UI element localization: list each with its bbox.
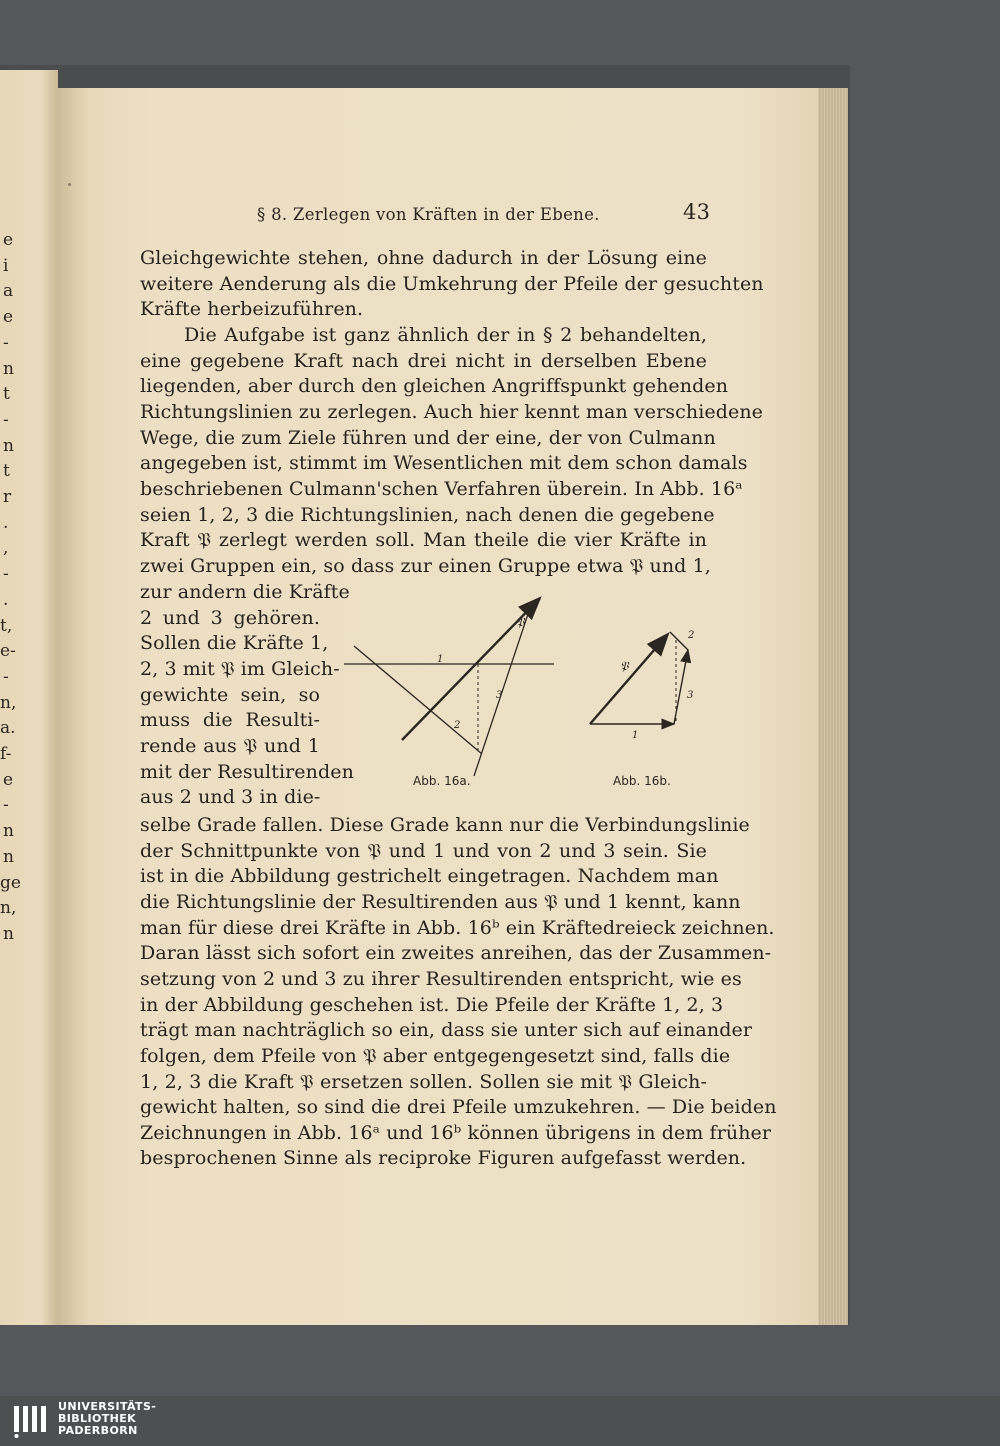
text-line: Zeichnungen in Abb. 16ᵃ und 16ᵇ können übrigens in dem früher xyxy=(140,1121,772,1144)
prev-page-char: n xyxy=(3,846,14,867)
prev-page-char: e- xyxy=(0,641,16,662)
text-line: Kraft 𝔓 zerlegt werden soll. Man theile die vier Kräfte in xyxy=(140,529,707,552)
prev-page-char: a xyxy=(3,281,14,302)
caption-16a: Abb. 16a. xyxy=(413,774,471,788)
prev-page-char: n xyxy=(3,923,14,944)
label-16a-3: 3 xyxy=(496,690,503,701)
caption-16b: Abb. 16b. xyxy=(613,774,671,788)
prev-page-char: n xyxy=(3,358,14,379)
prev-page-char: n xyxy=(3,821,14,842)
text-line: Gleichgewichte stehen, ohne dadurch in der Lösung eine xyxy=(140,247,707,269)
text-line: Richtungslinien zu zerlegen. Auch hier kennt man verschiedene xyxy=(140,400,764,423)
library-name-line: UNIVERSITÄTS- xyxy=(58,1400,157,1413)
text-line: Die Aufgabe ist ganz ähnlich der in § 2 behandelten, xyxy=(184,323,707,346)
text-line: in der Abbildung geschehen ist. Die Pfeile der Kräfte 1, 2, 3 xyxy=(140,993,724,1016)
prev-page-char: t, xyxy=(0,615,13,636)
prev-page-char: t xyxy=(3,461,10,482)
force-2-16b xyxy=(670,632,688,650)
text-line: der Schnittpunkte von 𝔓 und 1 und von 2 und 3 sein. Sie xyxy=(140,839,707,862)
text-line: man für diese drei Kräfte in Abb. 16ᵇ ein Kräftedreieck zeichnen. xyxy=(140,916,775,939)
text-line: Daran lässt sich sofort ein zweites anreihen, das der Zusammen- xyxy=(140,942,772,965)
line-2 xyxy=(354,646,482,754)
previous-page-edge xyxy=(0,70,58,1325)
text-line: liegenden, aber durch den gleichen Angriffspunkt gehenden xyxy=(140,375,729,398)
prev-page-char: . xyxy=(3,512,9,533)
text-line: ist in die Abbildung gestrichelt eingetragen. Nachdem man xyxy=(140,865,719,888)
library-logo-icon xyxy=(12,1404,48,1438)
prev-page-char: - xyxy=(3,409,9,430)
label-16b-3: 3 xyxy=(687,690,694,701)
library-footer xyxy=(0,1396,1000,1446)
text-line: gewicht halten, so sind die drei Pfeile umzukehren. — Die beiden xyxy=(140,1096,777,1119)
header-title: § 8. Zerlegen von Kräften in der Ebene. xyxy=(257,205,600,224)
force-diagram xyxy=(332,590,712,800)
text-line: Wege, die zum Ziele führen und der eine, der von Culmann xyxy=(140,426,716,449)
prev-page-char: - xyxy=(3,564,9,585)
text-line: aus 2 und 3 in die- xyxy=(140,786,321,809)
label-16a-p: 𝔓 xyxy=(516,615,525,629)
text-line: Kräfte herbeizuführen. xyxy=(140,298,364,321)
force-p-16b xyxy=(590,634,668,724)
page-number: 43 xyxy=(683,200,711,224)
text-line: 1, 2, 3 die Kraft 𝔓 ersetzen sollen. Sollen sie mit 𝔓 Gleich- xyxy=(140,1070,707,1093)
text-line: zur andern die Kräfte xyxy=(140,581,350,603)
diagram-16b xyxy=(590,632,688,724)
text-line: weitere Aenderung als die Umkehrung der Pfeile der gesuchten xyxy=(140,272,764,295)
figure-abb-16 xyxy=(332,590,712,800)
prev-page-char: t xyxy=(3,384,10,405)
prev-page-char: f- xyxy=(0,744,12,764)
prev-page-char: e xyxy=(3,307,14,328)
text-line: die Richtungslinie der Resultirenden aus 𝔓 und 1 kennt, kann xyxy=(140,890,741,913)
library-name-line: PADERBORN xyxy=(58,1424,138,1437)
text-line: 2 und 3 gehören. xyxy=(140,606,320,629)
text-line: muss die Resulti- xyxy=(140,709,320,732)
library-name-line: BIBLIOTHEK xyxy=(58,1412,137,1425)
text-line: eine gegebene Kraft nach drei nicht in derselben Ebene xyxy=(140,349,707,372)
label-16a-1: 1 xyxy=(437,654,444,665)
text-line: rende aus 𝔓 und 1 xyxy=(140,734,320,757)
prev-page-char: . xyxy=(3,589,9,610)
text-line: besprochenen Sinne als reciproke Figuren aufgefasst werden. xyxy=(140,1147,747,1170)
label-16b-1: 1 xyxy=(632,730,639,741)
text-line: 2, 3 mit 𝔓 im Gleich- xyxy=(140,657,340,680)
page-stack-edge xyxy=(818,88,848,1325)
prev-page-char: - xyxy=(3,795,9,816)
label-16b-p: 𝔓 xyxy=(620,659,629,673)
prev-page-char: r xyxy=(3,487,12,507)
label-16a-2: 2 xyxy=(454,720,461,731)
text-line: folgen, dem Pfeile von 𝔓 aber entgegengesetzt sind, falls die xyxy=(140,1044,731,1067)
text-line: setzung von 2 und 3 zu ihrer Resultirenden entspricht, wie es xyxy=(140,967,742,990)
prev-page-char: - xyxy=(3,666,9,687)
prev-page-char: n, xyxy=(0,898,17,919)
prev-page-char: ge xyxy=(0,872,21,893)
text-line: beschriebenen Culmann'schen Verfahren überein. In Abb. 16ᵃ xyxy=(140,477,743,500)
prev-page-char: , xyxy=(3,538,9,559)
text-line: angegeben ist, stimmt im Wesentlichen mit dem schon damals xyxy=(140,452,748,475)
prev-page-char: - xyxy=(3,332,9,353)
paper-speck xyxy=(68,183,71,186)
text-line: gewichte sein, so xyxy=(140,683,320,706)
prev-page-char: e xyxy=(3,230,14,250)
text-line: zwei Gruppen ein, so dass zur einen Gruppe etwa 𝔓 und 1, xyxy=(140,554,711,577)
prev-page-char: e xyxy=(3,769,14,790)
prev-page-char: i xyxy=(3,255,9,276)
label-16b-2: 2 xyxy=(688,630,695,641)
text-line: Sollen die Kräfte 1, xyxy=(140,632,329,655)
prev-page-char: n xyxy=(3,435,14,456)
prev-page-char: a. xyxy=(0,718,16,739)
text-line: mit der Resultirenden xyxy=(140,760,354,783)
text-line: seien 1, 2, 3 die Richtungslinien, nach denen die gegebene xyxy=(140,503,715,526)
prev-page-char: n, xyxy=(0,692,17,713)
text-line: selbe Grade fallen. Diese Grade kann nur die Verbindungslinie xyxy=(140,814,750,836)
library-name xyxy=(58,1401,156,1437)
text-line: trägt man nachträglich so ein, dass sie unter sich auf einander xyxy=(140,1019,752,1042)
